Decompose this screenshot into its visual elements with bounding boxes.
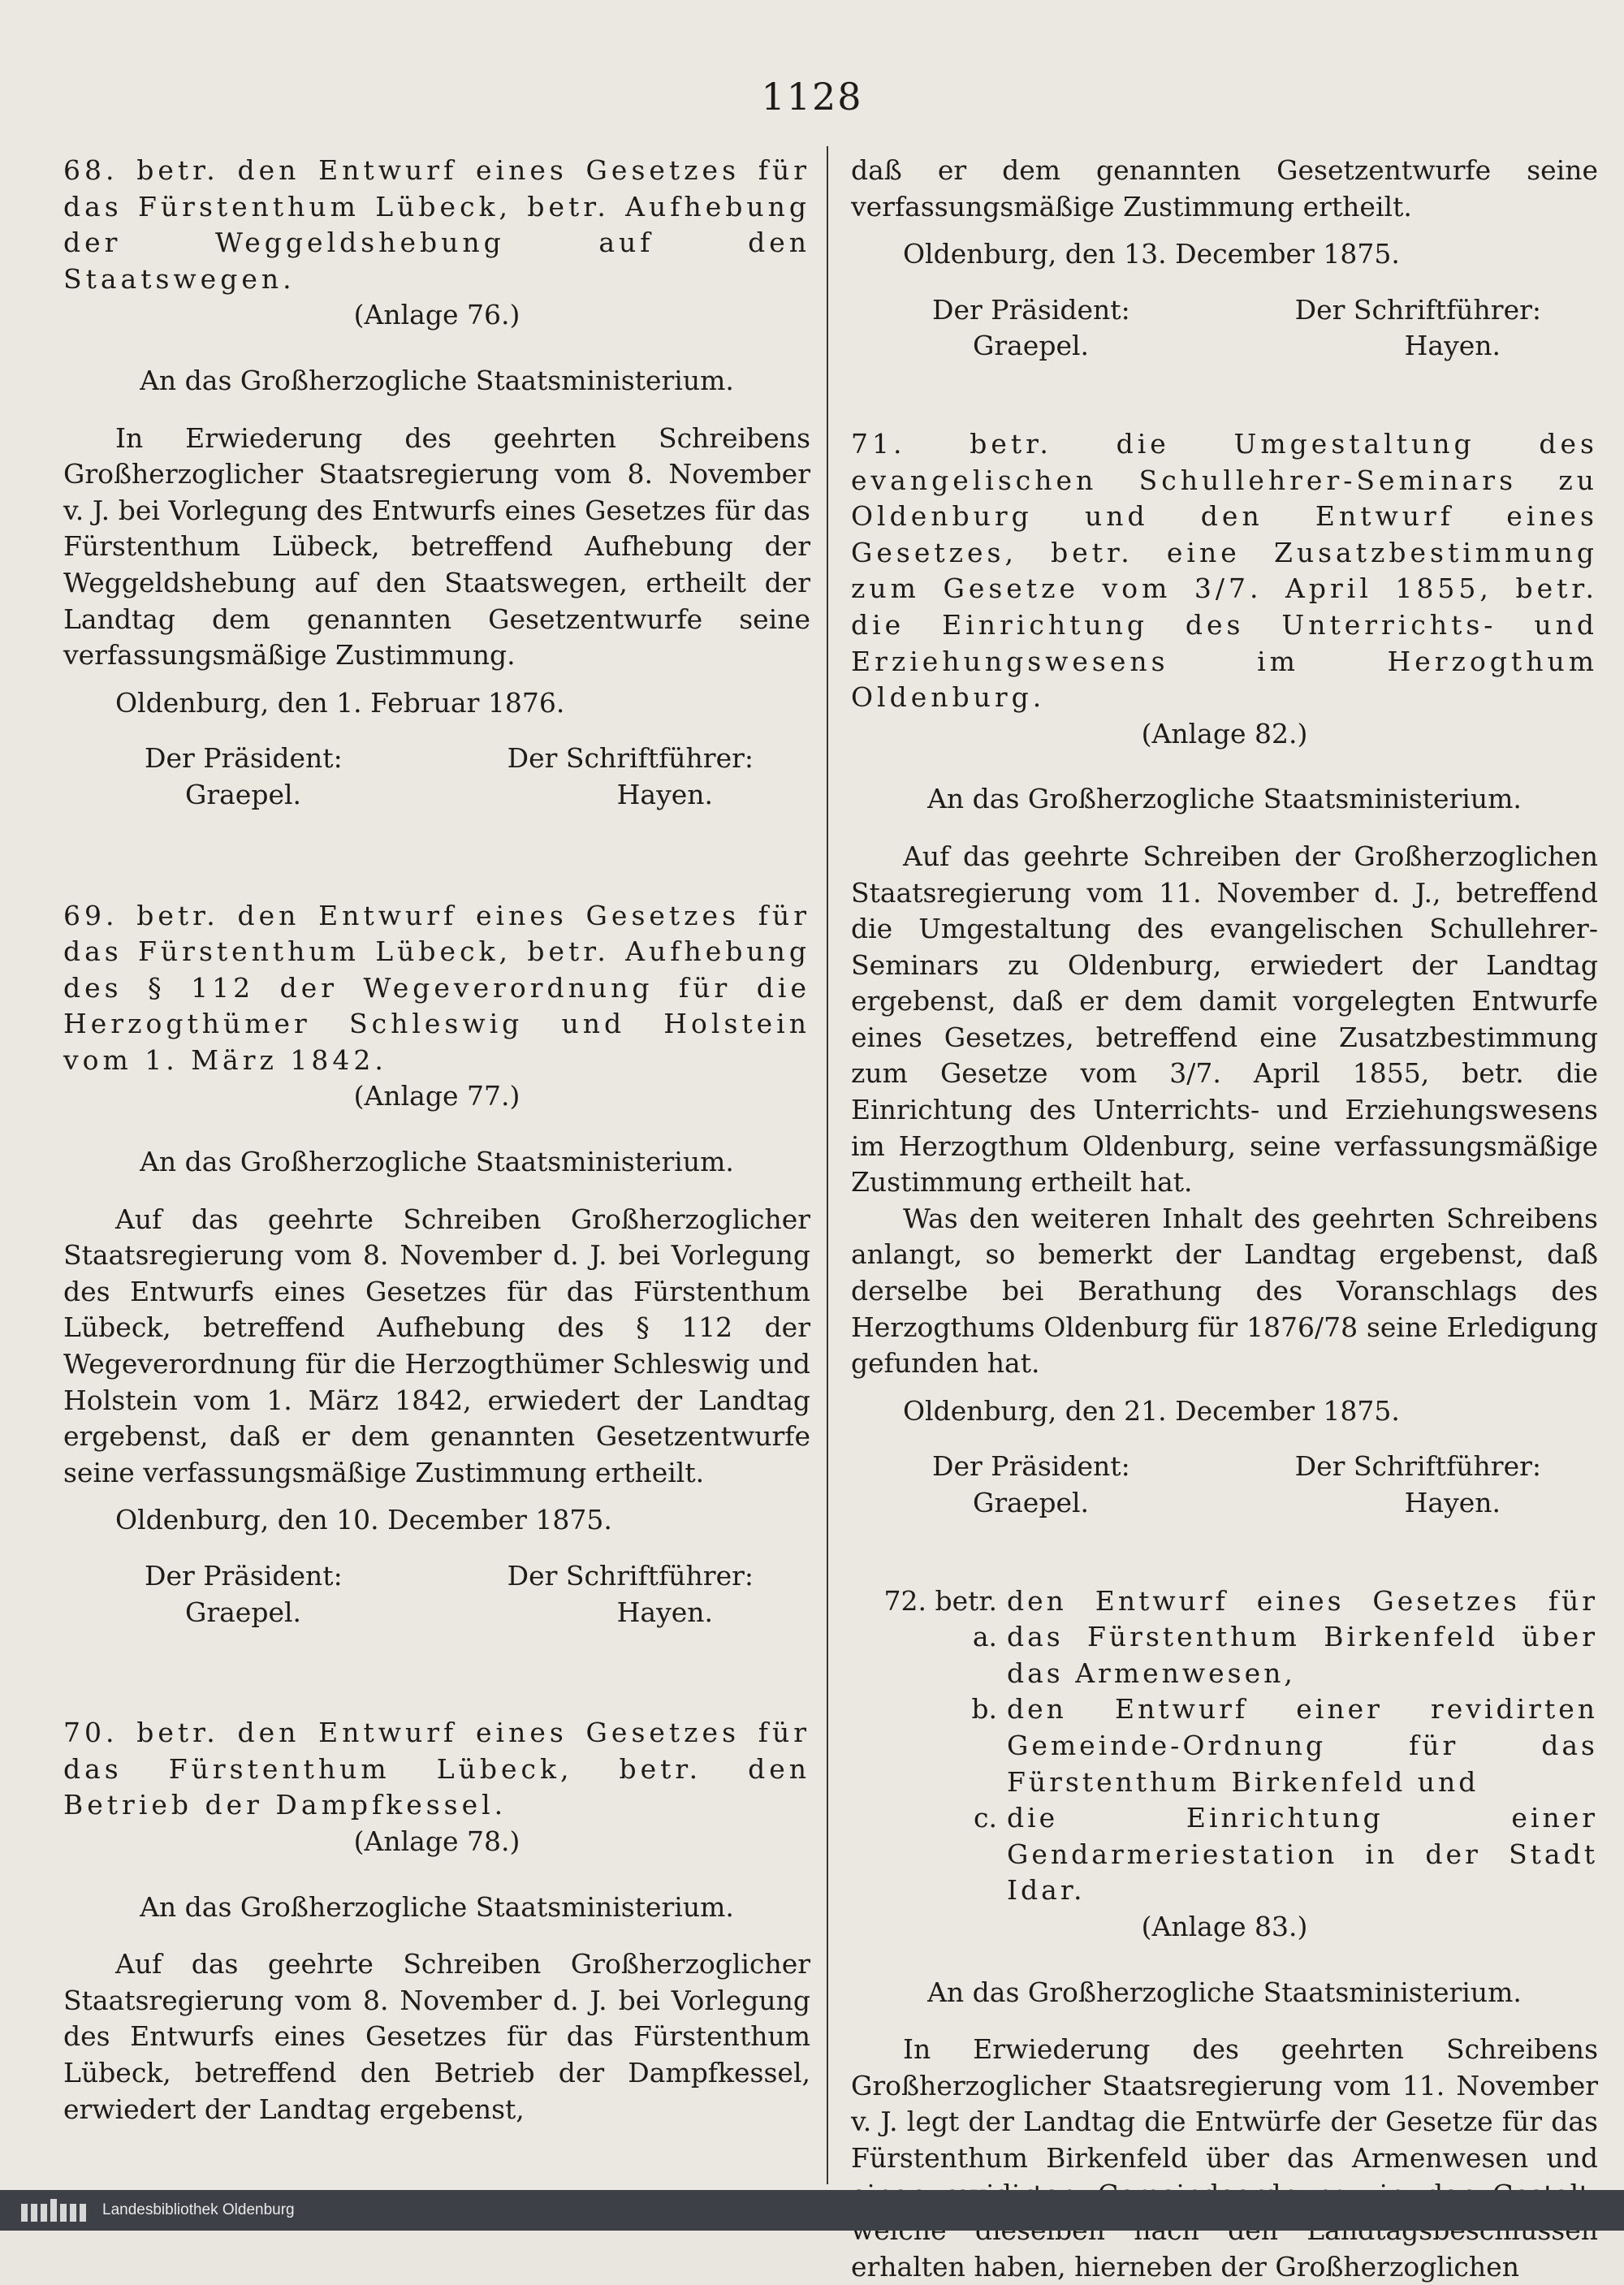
- secretary-label: Der Schriftführer:: [1294, 1450, 1541, 1483]
- item-letter: a.: [972, 1621, 997, 1653]
- item-text: den Entwurf eines Gesetzes für das Fürstenthum Birkenfeld über das Armenwesen,: [1007, 1584, 1598, 1689]
- section-title: 69. betr. den Entwurf eines Gesetzes für das Fürstenthum Lübeck, betr. Aufhebung des § 112 der Wegeverordnung für die Herzogthümer Schleswig und Holstein vom 1. März 1842.: [63, 899, 810, 1076]
- secretary-name: Hayen.: [1404, 330, 1501, 362]
- signature-names: [851, 1485, 1598, 1522]
- section-68: [63, 153, 810, 814]
- signature-names: [63, 1595, 810, 1631]
- annex-reference: (Anlage 77.): [353, 1080, 520, 1112]
- body-paragraph: daß er dem genannten Gesetzentwurfe seine verfassungsmäßige Zustimmung ertheilt.: [851, 154, 1598, 222]
- page-number: 1128: [761, 75, 863, 119]
- signature-labels: [63, 741, 810, 777]
- section-72: [851, 1583, 1598, 2285]
- dateline: Oldenburg, den 21. December 1875.: [903, 1394, 1400, 1427]
- body-paragraph: Auf das geehrte Schreiben Großherzoglicher Staatsregierung vom 8. November d. J. bei Vorlegung des Entwurfs eines Gesetzes für das Fürstenthum Lübeck, betreffend Aufhebung des § 112 der Wegeverordnung für die Herzogthümer Schleswig und Holstein vom 1. März 1842, erwiedert der Landtag ergebenst, daß er dem genannten Gesetzentwurfe seine verfassungsmäßige Zustimmung ertheilt.: [63, 1203, 810, 1488]
- sub-item: [851, 1583, 1598, 1692]
- item-text: die Einrichtung einer Gendarmeriestation in der Stadt Idar.: [1007, 1802, 1598, 1907]
- secretary-name: Hayen.: [1404, 1487, 1501, 1518]
- annex-reference: (Anlage 82.): [1141, 717, 1308, 749]
- president-label: Der Präsident:: [145, 1560, 343, 1592]
- section-title: 70. betr. den Entwurf eines Gesetzes für das Fürstenthum Lübeck, betr. den Betrieb der Dampfkessel.: [63, 1717, 810, 1821]
- section-title: 68. betr. den Entwurf eines Gesetzes für das Fürstenthum Lübeck, betr. Aufhebung der Weggeldshebung auf den Staatswegen.: [63, 154, 810, 295]
- signature-names: [63, 777, 810, 814]
- section-69: [63, 898, 810, 1631]
- item-letter: b.: [971, 1693, 997, 1726]
- body-paragraph: Auf das geehrte Schreiben Großherzoglicher Staatsregierung vom 8. November d. J. bei Vorlegung des Entwurfs eines Gesetzes für das Fürstenthum Lübeck, betreffend den Betrieb der Dampfkessel, erwiedert der Landtag ergebenst,: [63, 1948, 810, 2125]
- section-number-prefix: [851, 1583, 1007, 1692]
- secretary-name: Hayen.: [616, 1596, 713, 1628]
- section-number: 72. betr.: [883, 1584, 997, 1617]
- president-name: Graepel.: [185, 1596, 302, 1628]
- secretary-label: Der Schriftführer:: [507, 742, 754, 775]
- body-paragraph: In Erwiederung des geehrten Schreibens Großherzoglicher Staatsregierung vom 8. November v. J. bei Vorlegung des Entwurfs eines Gesetzes für das Fürstenthum Lübeck, betreffend Aufhebung der Weggeldshebung auf den Staatswegen, ertheilt der Landtag dem genannten Gesetzentwurfe seine verfassungsmäßige Zustimmung.: [63, 421, 810, 672]
- section-70-continued: [851, 153, 1598, 365]
- secretary-label: Der Schriftführer:: [507, 1560, 754, 1592]
- library-name: Landesbibliothek Oldenburg: [102, 2201, 295, 2218]
- item-text: den Entwurf einer revidirten Gemeinde-Ordnung für das Fürstenthum Birkenfeld und: [1007, 1693, 1598, 1798]
- sub-item: [851, 1800, 1598, 1909]
- item-letter: c.: [974, 1802, 997, 1834]
- signature-labels: [851, 1449, 1598, 1485]
- signature-names: [851, 328, 1598, 365]
- addressee: An das Großherzogliche Staatsministerium.: [140, 1146, 734, 1178]
- sub-item: [851, 1691, 1598, 1800]
- addressee: An das Großherzogliche Staatsministerium.: [927, 1976, 1522, 2008]
- addressee: An das Großherzogliche Staatsministerium.: [140, 1890, 734, 1923]
- body-paragraph: Was den weiteren Inhalt des geehrten Schreibens anlangt, so bemerkt der Landtag ergebenst, daß derselbe bei Berathung des Voranschlags des Herzogthums Oldenburg für 1876/78 seine Erledigung gefunden hat.: [851, 1202, 1598, 1380]
- secretary-name: Hayen.: [616, 778, 713, 810]
- dateline: Oldenburg, den 13. December 1875.: [903, 238, 1400, 270]
- section-70: [63, 1715, 810, 2127]
- library-building-icon: [21, 2199, 91, 2222]
- secretary-label: Der Schriftführer:: [1294, 293, 1541, 326]
- library-footer: [0, 2190, 1624, 2231]
- body-paragraph: Auf das geehrte Schreiben der Großherzoglichen Staatsregierung vom 11. November d. J., betreffend die Umgestaltung des evangelischen Schullehrer-Seminars zu Oldenburg, erwiedert der Landtag ergebenst, daß er dem damit vorgelegten Entwurfe eines Gesetzes, betreffend eine Zusatzbestimmung zum Gesetze vom 3/7. April 1855, betr. die Einrichtung des Unterrichts- und Erziehungswesens im Herzogthum Oldenburg, seine verfassungsmäßige Zustimmung ertheilt hat.: [851, 840, 1598, 1199]
- body-paragraph: In Erwiederung des geehrten Schreibens Großherzoglicher Staatsregierung vom 11. November v. J. legt der Landtag die Entwürfe der Gesetze für das Fürstenthum Birkenfeld über das Armenwesen und erhalten haben, hierneben der Großherzoglichen: [851, 2033, 1598, 2283]
- right-column: [851, 153, 1598, 2285]
- president-name: Graepel.: [973, 330, 1090, 362]
- president-label: Der Präsident:: [932, 1450, 1130, 1483]
- column-divider: [827, 146, 828, 2184]
- section-71: [851, 426, 1598, 1522]
- signature-labels: [63, 1558, 810, 1595]
- dateline: Oldenburg, den 10. December 1875.: [115, 1504, 612, 1536]
- president-label: Der Präsident:: [145, 742, 343, 775]
- annex-reference: (Anlage 78.): [353, 1825, 520, 1857]
- section-title: 71. betr. die Umgestaltung des evangelischen Schullehrer-Seminars zu Oldenburg und den Entwurf eines Gesetzes, betr. eine Zusatzbestimmung zum Gesetze vom 3/7. April 1855, betr. die Einrichtung des Unterrichts- und Erziehungswesens im Herzogthum Oldenburg.: [851, 427, 1598, 714]
- president-name: Graepel.: [973, 1487, 1090, 1518]
- president-label: Der Präsident:: [932, 293, 1130, 326]
- president-name: Graepel.: [185, 778, 302, 810]
- left-column: [63, 153, 810, 2127]
- signature-labels: [851, 292, 1598, 329]
- addressee: An das Großherzogliche Staatsministerium.: [927, 783, 1522, 815]
- annex-reference: (Anlage 76.): [353, 299, 520, 331]
- dateline: Oldenburg, den 1. Februar 1876.: [115, 686, 565, 719]
- addressee: An das Großherzogliche Staatsministerium.: [140, 364, 734, 396]
- annex-reference: (Anlage 83.): [1141, 1910, 1308, 1942]
